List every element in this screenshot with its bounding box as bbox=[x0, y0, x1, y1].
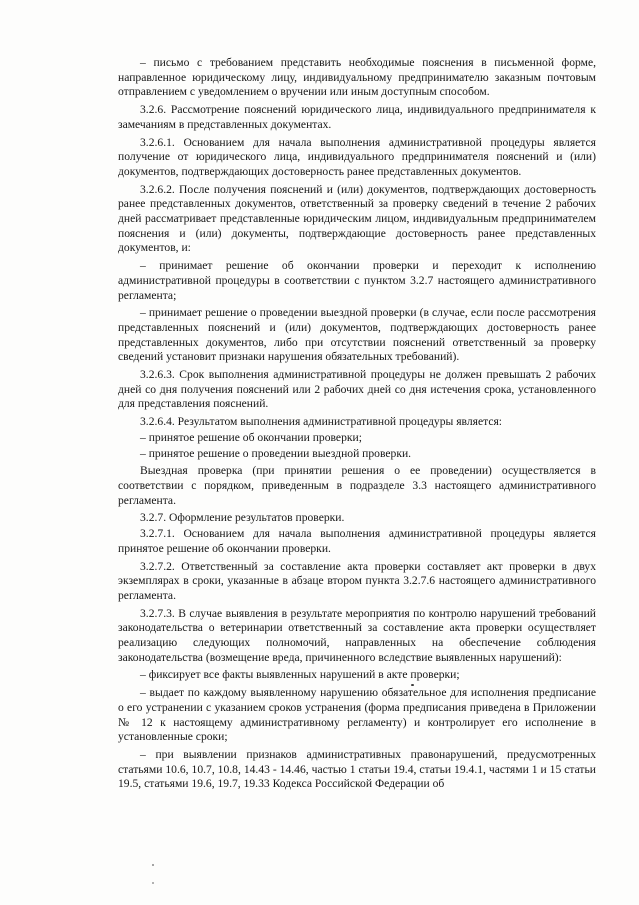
paragraph-decision-end-check: – принимает решение об окончании проверки и переходит к исполнению административной процедуры в соответствии с пунктом 3.2.7 настоящего административного регламента; bbox=[118, 259, 596, 302]
paragraph-3-2-6-1: 3.2.6.1. Основанием для начала выполнения административной процедуры является получение от юридического лица, индивидуального предпринимателя пояснений и (или) документов, подтверждающих достоверность ранее представленных документов. bbox=[118, 135, 596, 178]
paragraph-decision-onsite-check: – принимает решение о проведении выездной проверки (в случае, если после рассмотрения представленных пояснений и (или) документов, подтверждающих достоверность ранее представленных документов, либо при отсутствии пояснений ответственный за проверку сведений установит признаки нарушения обязательных требований). bbox=[118, 306, 596, 364]
paragraph-3-2-6-2: 3.2.6.2. После получения пояснений и (или) документов, подтверждающих достоверность ранее представленных документов, ответственный за проверку сведений в течение 2 рабочих дней рассматривает представленные юридическим лицом, индивидуальным предпринимателем пояснения и (или) документы, подтверждающие достоверность ранее представленных документов, и: bbox=[118, 182, 596, 255]
scan-speck bbox=[411, 684, 414, 686]
list-item-issue-order: – выдает по каждому выявленному нарушению обязательное для исполнения предписание о его устранении с указанием сроков устранения (форма предписания приведена в Приложении № 12 к настоящему административному регламенту) и контролирует его исполнение в установленные сроки; bbox=[118, 686, 596, 744]
paragraph-3-2-7-2: 3.2.7.2. Ответственный за составление акта проверки составляет акт проверки в двух экземплярах в сроки, указанные в абзаце втором пункта 3.2.7.6 настоящего административного регламента. bbox=[118, 559, 596, 602]
paragraph-3-2-6-4: 3.2.6.4. Результатом выполнения административной процедуры является: bbox=[140, 415, 503, 429]
document-body bbox=[118, 56, 596, 795]
paragraph-3-2-6-3: 3.2.6.3. Срок выполнения административной процедуры не должен превышать 2 рабочих дней со дня получения пояснений или 2 рабочих дней со дня истечения срока, установленного для представления пояснений. bbox=[118, 368, 596, 411]
list-item-administrative-offenses: – при выявлении признаков административных правонарушений, предусмотренных статьями 10.6, 10.7, 10.8, 14.43 - 14.46, частью 1 статьи 19.4, статьи 19.4.1, частями 1 и 15 статьи 19.5, статьями 19.6, 19.7, 19.33 Кодекса Российской Федерации об bbox=[118, 747, 596, 791]
paragraph-3-2-7-1: 3.2.7.1. Основанием для начала выполнения административной процедуры является принятое решение об окончании проверки. bbox=[118, 527, 596, 555]
scan-speck bbox=[152, 882, 154, 884]
paragraph-3-2-7: 3.2.7. Оформление результатов проверки. bbox=[140, 511, 345, 525]
paragraph-letter-requirement: – письмо с требованием представить необходимые пояснения в письменной форме, направленное юридическому лицу, индивидуальному предпринимателю заказным почтовым отправлением с уведомлением о вручении или иным доступным способом. bbox=[118, 56, 596, 99]
paragraph-3-2-7-3: 3.2.7.3. В случае выявления в результате мероприятия по контролю нарушений требований законодательства о ветеринарии ответственный за составление акта проверки осуществляет реализацию следующих полномочий, направленных на обеспечение соблюдения законодательства (возмещение вреда, причиненного вследствие выявленных нарушений): bbox=[118, 606, 596, 664]
list-item-decision-end: – принятое решение об окончании проверки; bbox=[140, 430, 362, 444]
paragraph-3-2-6: 3.2.6. Рассмотрение пояснений юридического лица, индивидуального предпринимателя к замечаниям в представленных документах. bbox=[118, 103, 596, 131]
scan-speck bbox=[152, 864, 154, 866]
paragraph-onsite-check-order: Выездная проверка (при принятии решения о ее проведении) осуществляется в соответствии с порядком, приведенным в подразделе 3.3 настоящего административного регламента. bbox=[118, 464, 596, 507]
list-item-record-violations: – фиксирует все факты выявленных нарушений в акте проверки; bbox=[140, 668, 460, 682]
list-item-decision-onsite: – принятое решение о проведении выездной проверки. bbox=[140, 446, 412, 460]
